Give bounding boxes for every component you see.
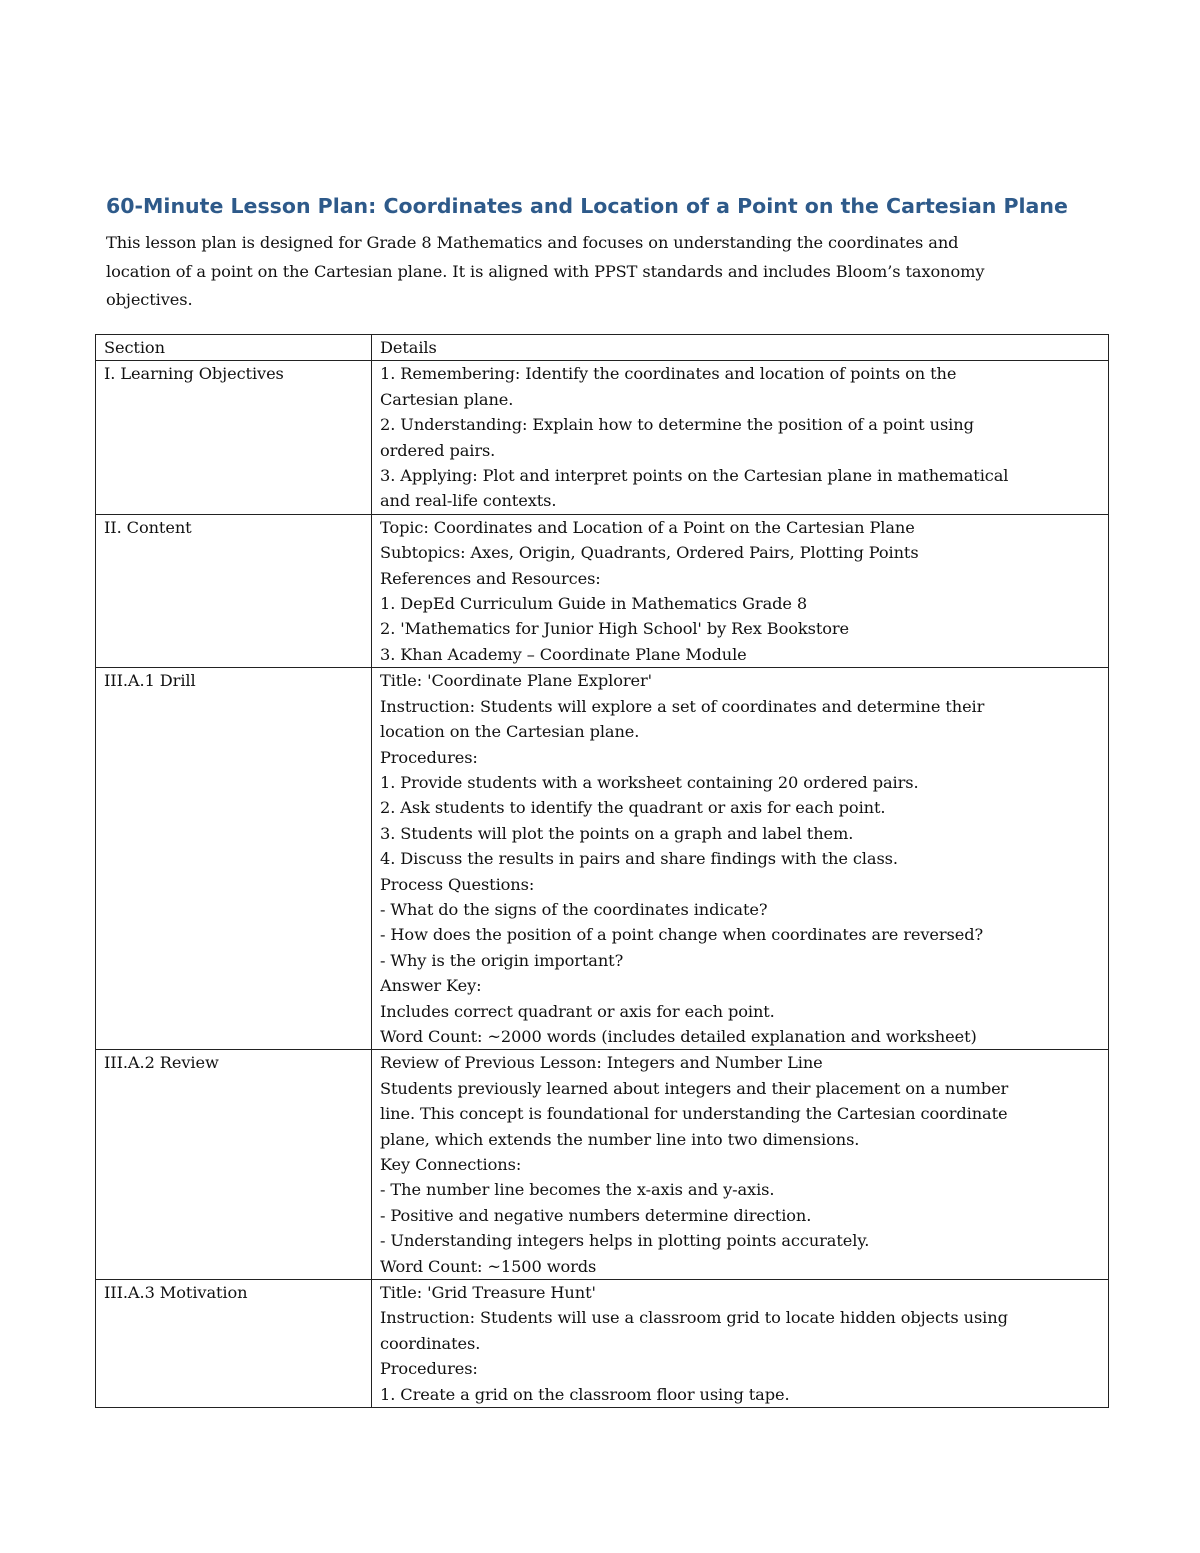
detail-line: Cartesian plane. xyxy=(380,389,514,409)
row-details-cell xyxy=(372,361,1109,514)
detail-line: 3. Students will plot the points on a graph and label them. xyxy=(380,823,854,843)
detail-line: 3. Khan Academy – Coordinate Plane Module xyxy=(380,644,747,664)
detail-line: - The number line becomes the x-axis and y-axis. xyxy=(380,1180,775,1200)
detail-line: - What do the signs of the coordinates indicate? xyxy=(380,899,768,919)
detail-line: and real-life contexts. xyxy=(380,491,557,511)
detail-line: Instruction: Students will use a classroom grid to locate hidden objects using xyxy=(380,1308,1008,1328)
detail-line: 3. Applying: Plot and interpret points on the Cartesian plane in mathematical xyxy=(380,466,1009,486)
table-row xyxy=(96,1050,1109,1280)
header-details-label: Details xyxy=(380,338,437,357)
detail-line: Students previously learned about integers and their placement on a number xyxy=(380,1078,1009,1098)
row-section-label: III.A.3 Motivation xyxy=(104,1283,248,1303)
row-details-cell xyxy=(372,1050,1109,1280)
detail-line: Word Count: ~2000 words (includes detailed explanation and worksheet) xyxy=(380,1026,977,1046)
detail-line: Procedures: xyxy=(380,747,478,767)
detail-line: Procedures: xyxy=(380,1359,478,1379)
detail-line: Answer Key: xyxy=(380,976,482,996)
row-details-cell xyxy=(372,1280,1109,1408)
table-row xyxy=(96,514,1109,667)
detail-line: - Positive and negative numbers determine direction. xyxy=(380,1205,812,1225)
row-details-cell xyxy=(372,668,1109,1050)
row-section-cell xyxy=(96,514,372,667)
intro-line: location of a point on the Cartesian plane. It is aligned with PPST standards and includes Bloom’s taxonomy xyxy=(106,261,985,281)
detail-line: 2. 'Mathematics for Junior High School' by Rex Bookstore xyxy=(380,619,849,639)
detail-line: References and Resources: xyxy=(380,568,601,588)
detail-line: Key Connections: xyxy=(380,1155,522,1174)
header-section xyxy=(96,335,372,361)
detail-line: 1. Remembering: Identify the coordinates and location of points on the xyxy=(380,364,957,384)
detail-line: 2. Understanding: Explain how to determine the position of a point using xyxy=(380,415,974,435)
detail-line: 2. Ask students to identify the quadrant or axis for each point. xyxy=(380,798,886,818)
table-row xyxy=(96,1280,1109,1408)
detail-line: location on the Cartesian plane. xyxy=(380,722,640,742)
table-row xyxy=(96,361,1109,514)
table-header-row xyxy=(96,335,1109,361)
detail-line: Word Count: ~1500 words xyxy=(380,1256,597,1276)
detail-line: - Understanding integers helps in plotting points accurately. xyxy=(380,1231,870,1251)
detail-line: Title: 'Coordinate Plane Explorer' xyxy=(380,671,652,691)
intro-line: This lesson plan is designed for Grade 8 Mathematics and focuses on understanding the coordinates and xyxy=(106,233,959,252)
row-section-label: II. Content xyxy=(104,517,192,537)
detail-line: Topic: Coordinates and Location of a Point on the Cartesian Plane xyxy=(380,517,915,537)
row-section-cell xyxy=(96,1050,372,1280)
table-row xyxy=(96,668,1109,1050)
row-section-cell xyxy=(96,361,372,514)
detail-line: Review of Previous Lesson: Integers and Number Line xyxy=(380,1053,823,1073)
detail-line: coordinates. xyxy=(380,1333,481,1353)
detail-line: - How does the position of a point change when coordinates are reversed? xyxy=(380,925,984,945)
intro-line: objectives. xyxy=(106,290,193,309)
detail-line: Includes correct quadrant or axis for each point. xyxy=(380,1001,775,1021)
detail-line: Title: 'Grid Treasure Hunt' xyxy=(380,1283,596,1303)
detail-line: - Why is the origin important? xyxy=(380,950,624,970)
detail-line: 1. Create a grid on the classroom floor using tape. xyxy=(380,1384,790,1404)
detail-line: plane, which extends the number line into two dimensions. xyxy=(380,1129,860,1149)
detail-line: ordered pairs. xyxy=(380,440,496,460)
row-details-cell xyxy=(372,514,1109,667)
detail-line: 1. Provide students with a worksheet containing 20 ordered pairs. xyxy=(380,772,919,792)
lesson-plan-table xyxy=(95,334,1109,1408)
detail-line: Process Questions: xyxy=(380,874,535,894)
detail-line: Subtopics: Axes, Origin, Quadrants, Ordered Pairs, Plotting Points xyxy=(380,543,919,563)
detail-line: 1. DepEd Curriculum Guide in Mathematics Grade 8 xyxy=(380,594,808,614)
intro-paragraph xyxy=(106,229,1106,315)
detail-line: line. This concept is foundational for understanding the Cartesian coordinate xyxy=(380,1104,1008,1124)
page-title: 60-Minute Lesson Plan: Coordinates and Location of a Point on the Cartesian Plane xyxy=(106,194,1068,218)
row-section-cell xyxy=(96,1280,372,1408)
detail-line: Instruction: Students will explore a set of coordinates and determine their xyxy=(380,696,985,716)
header-details xyxy=(372,335,1109,361)
row-section-label: III.A.2 Review xyxy=(104,1053,219,1073)
row-section-label: III.A.1 Drill xyxy=(104,671,196,691)
detail-line: 4. Discuss the results in pairs and share findings with the class. xyxy=(380,849,898,869)
row-section-cell xyxy=(96,668,372,1050)
row-section-label: I. Learning Objectives xyxy=(104,364,284,384)
header-section-label: Section xyxy=(104,338,165,357)
